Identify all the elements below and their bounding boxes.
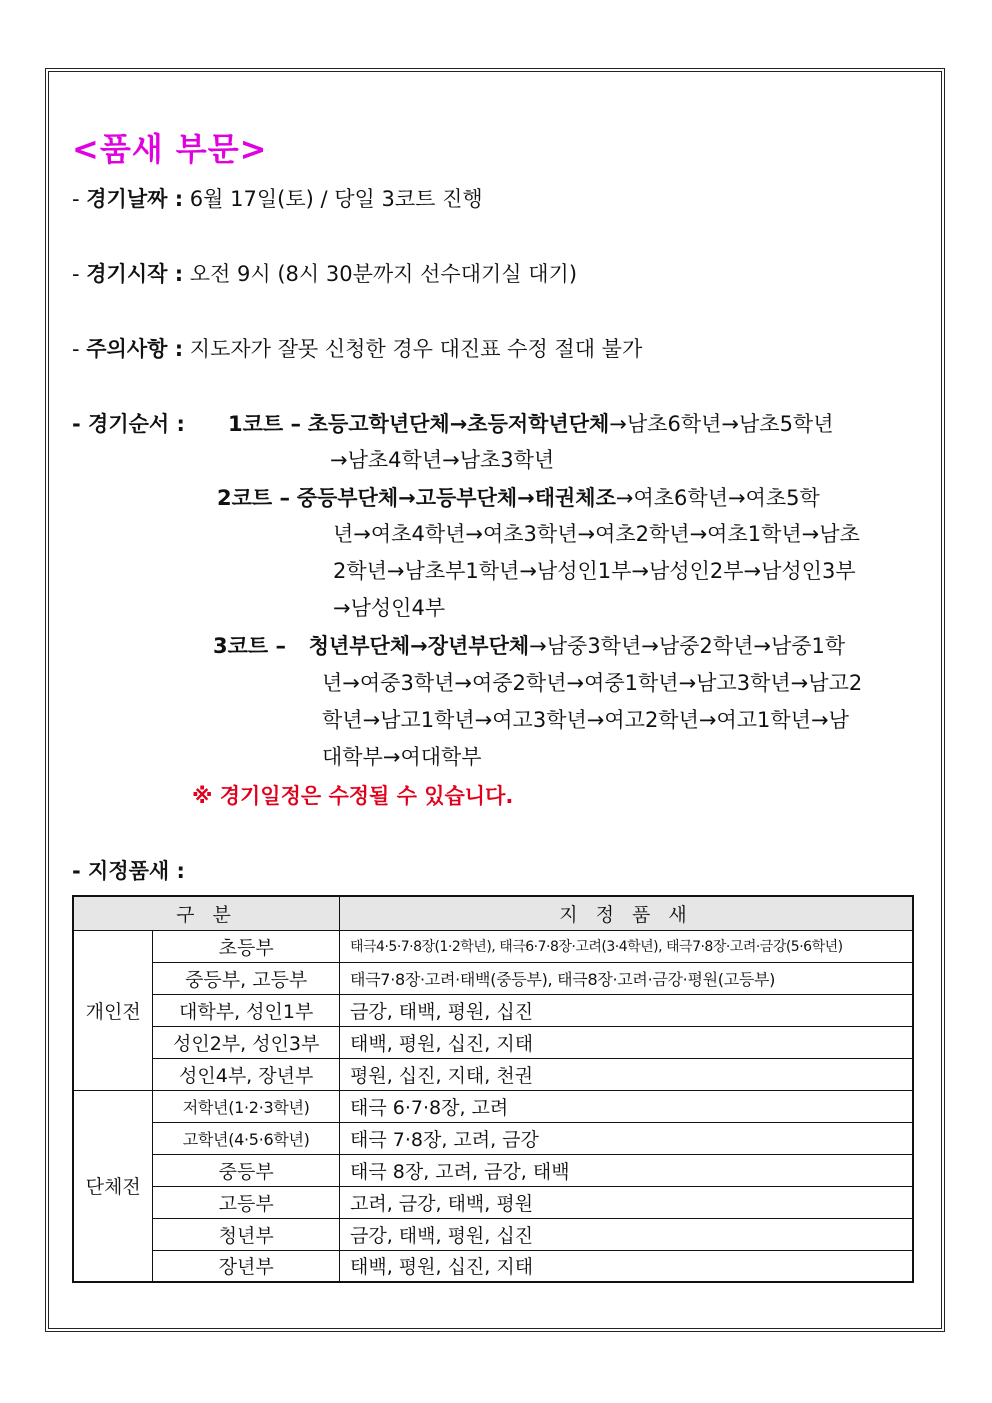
table-row [73,994,913,1026]
info-prefix: - [72,337,87,361]
court3-line2: 년→여중3학년→여중2학년→여중1학년→남고3학년→남고2 [322,671,863,695]
court1-name: 1코트 – [228,412,301,436]
poomsae-cell: 태백, 평원, 십진, 지태 [340,1250,914,1282]
designated-poomsae-table [72,895,914,1283]
info-label: 주의사항 : [86,337,184,361]
poomsae-cell: 태극4·5·7·8장(1·2학년), 태극6·7·8장·고려(3·4학년), 태극7·8장·고려·금강(5·6학년) [340,930,914,962]
table-row [73,962,913,994]
info-prefix: - [72,262,87,286]
poomsae-cell: 태백, 평원, 십진, 지태 [340,1026,914,1058]
court2-line1: 2코트 – 중등부단체→고등부단체→태권체조→여초6학년→여초5학 [217,486,820,510]
court2-team-events: 중등부단체→고등부단체→태권체조 [296,486,616,510]
court3-line4: 대학부→여대학부 [322,745,482,769]
info-value: 6월 17일(토) / 당일 3코트 진행 [183,187,483,211]
poomsae-cell: 태극 8장, 고려, 금강, 태백 [340,1154,914,1186]
court1-line2: →남초4학년→남초3학년 [330,448,555,472]
table-header-row [73,896,913,930]
table-row [73,1090,913,1122]
info-label: 경기날짜 : [86,187,184,211]
section-heading: <품새 부문> [72,130,268,168]
info-label: 경기시작 : [86,262,184,286]
court3-line1: 3코트 – 청년부단체→장년부단체→남중3학년→남중2학년→남중1학 [213,634,846,658]
division-cell: 청년부 [153,1218,340,1250]
division-cell: 대학부, 성인1부 [153,994,340,1026]
info-start [72,258,577,288]
division-cell: 고학년(4·5·6학년) [153,1122,340,1154]
court3-line3: 학년→남고1학년→여고3학년→여고2학년→여고1학년→남 [322,708,849,732]
info-value: 오전 9시 (8시 30분까지 선수대기실 대기) [183,262,578,286]
order-label: - 경기순서 : [72,412,185,436]
division-cell: 중등부 [153,1154,340,1186]
table-row [73,1026,913,1058]
court3-team-events: 청년부단체→장년부단체 [308,634,530,658]
division-cell: 고등부 [153,1186,340,1218]
division-cell: 중등부, 고등부 [153,962,340,994]
schedule-change-note: ※ 경기일정은 수정될 수 있습니다. [192,784,514,808]
division-cell: 성인2부, 성인3부 [153,1026,340,1058]
info-date [72,183,483,213]
header-poomsae: 지 정 품 새 [340,896,914,930]
poomsae-cell: 금강, 태백, 평원, 십진 [340,1218,914,1250]
poomsae-cell: 금강, 태백, 평원, 십진 [340,994,914,1026]
court2-line4: →남성인4부 [333,596,446,620]
court2-line2: 년→여초4학년→여초3학년→여초2학년→여초1학년→남초 [333,522,860,546]
table-row [73,930,913,962]
poomsae-cell: 평원, 십진, 지태, 천권 [340,1058,914,1090]
division-cell: 장년부 [153,1250,340,1282]
table-row [73,1154,913,1186]
header-category: 구 분 [73,896,340,930]
division-cell: 초등부 [153,930,340,962]
court1-line1: 1코트 – 초등고학년단체→초등저학년단체→남초6학년→남초5학년 [228,412,834,436]
designated-label: - 지정품새 : [72,859,185,883]
group-individual: 개인전 [73,930,153,1090]
table-row [73,1122,913,1154]
table-row [73,1186,913,1218]
info-prefix: - [72,187,87,211]
table-row [73,1058,913,1090]
poomsae-cell: 태극7·8장·고려·태백(중등부), 태극8장·고려·금강·평원(고등부) [340,962,914,994]
court1-team-events: 초등고학년단체→초등저학년단체 [307,412,610,436]
division-cell: 성인4부, 장년부 [153,1058,340,1090]
poomsae-cell: 고려, 금강, 태백, 평원 [340,1186,914,1218]
group-team: 단체전 [73,1090,153,1282]
info-caution [72,333,642,363]
court3-name: 3코트 – [213,634,286,658]
table-row [73,1250,913,1282]
table-row [73,1218,913,1250]
poomsae-cell: 태극 6·7·8장, 고려 [340,1090,914,1122]
division-cell: 저학년(1·2·3학년) [153,1090,340,1122]
court2-line3: 2학년→남초부1학년→남성인1부→남성인2부→남성인3부 [333,559,856,583]
court2-name: 2코트 – [217,486,290,510]
poomsae-cell: 태극 7·8장, 고려, 금강 [340,1122,914,1154]
info-value: 지도자가 잘못 신청한 경우 대진표 수정 절대 불가 [183,337,643,361]
